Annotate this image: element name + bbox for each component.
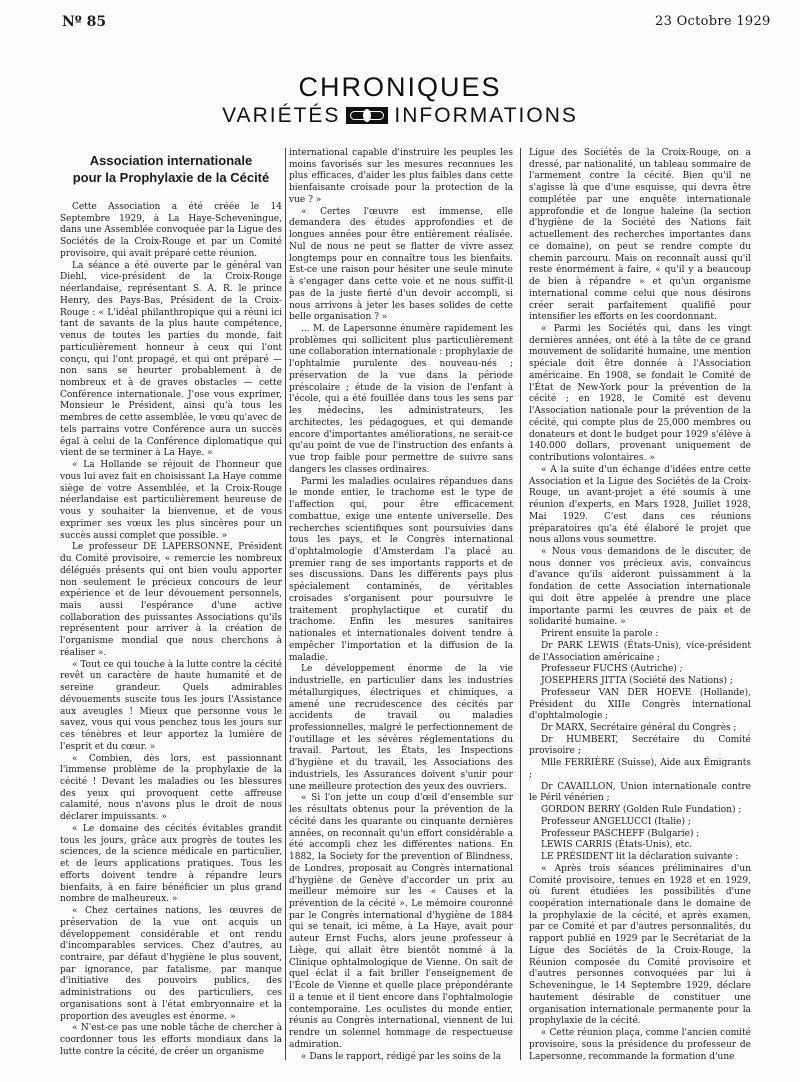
speaker-list bbox=[529, 641, 751, 852]
speaker-item: Professeur FUCHS (Autriche) ; bbox=[541, 664, 683, 675]
column-divider bbox=[285, 148, 286, 1060]
speaker-item: Dr HUMBERT, Secrétaire du Comité provisoire ; bbox=[529, 734, 751, 757]
paragraph: Le professeur DE LAPERSONNE, Président du Comité provisoire, « remercie les nombreux délégués présents qui ont bien voulu apporter non seulement le précieux concours de leur expérience et de leur dévouement personnels, mais aussi l'espérance d'une active collaboration des puissantes Associations qu'ils représentent pour arriver à la création de l'organisme mondial que nous cherchons à réaliser ». bbox=[60, 542, 282, 658]
article-title-line: pour la Prophylaxie de la Cécité bbox=[72, 170, 270, 185]
paragraph: Cette Association a été créée le 14 Septembre 1929, à La Haye-Scheveningue, dans une Assemblée convoquée par la Ligue des Sociétés de la Croix-Rouge et par un Comité provisoire, qui avait préparé cette réunion. bbox=[60, 202, 282, 259]
speaker-item: Mlle FERRIÈRE (Suisse), Aide aux Émigrants ; bbox=[529, 758, 751, 780]
speaker-item: Professeur VAN DER HOEVE (Hollande), Président du XIIIe Congrès international d'ophtalmologie ; bbox=[529, 687, 751, 722]
paragraph: « Combien, dès lors, est passionnant l'immense problème de la prophylaxie de la cécité ! Devant les maladies ou les blessures des yeux qui provoquent cette affreuse calamité, nous n'avons plus le droit de nous déclarer impuissants. » bbox=[60, 753, 282, 823]
paragraph: « La Hollande se réjouit de l'honneur que vous lui avez fait en choisissant La Haye comme siège de votre Assemblée, et la Croix-Rouge néerlandaise est particulièrement heureuse de vous y souhaiter la bienvenue, et de vous exprimer ses vœux les plus sincères pour un succès aussi complet que possible. » bbox=[60, 460, 282, 541]
speaker-item: Dr CAVAILLON, Union internationale contre le Péril vénérien ; bbox=[529, 781, 751, 804]
paragraph: « Parmi les Sociétés qui, dans les vingt dernières années, ont été à la tête de ce grand mouvement de solidarité humaine, une mention spéciale doit être donnée à l'Association américaine. En 1908, se fondait le Comité de l'État de New-York pour la prévention de la cécité ; en 1928, le Comité est devenu l'Association nationale pour la prévention de la cécité, qui compte plus de 25,000 membres ou donateurs et dont le budget pour 1929 s'élève à 140.000 dollars, provenant uniquement de contributions volontaires. » bbox=[529, 324, 751, 464]
ornament-icon bbox=[346, 107, 388, 124]
paragraph: LE PRÉSIDENT lit la déclaration suivante : bbox=[541, 852, 739, 863]
paragraph: international capable d'instruire les peuples les moins favorisés sur les mesures reconnues les plus efficaces, d'aider les plus faibles dans cette bienfaisante croisade pour la protection de la vue ? » bbox=[289, 148, 513, 205]
speaker-item: Professeur PASCHEFF (Bulgarie) ; bbox=[541, 828, 700, 839]
paragraph: La séance a été ouverte par le général van Diehl, vice-président de la Croix-Rouge néerlandaise, représentant S. A. R. le prince Henry, des Pays-Bas, Président de la Croix-Rouge : « L'idéal philanthropique qui a réuni ici tant de savants de la plus haute compétence, venus de toutes les parties du monde, fait particulièrement honneur à ceux qui l'ont conçu, qui l'ont propagé, et qui ont préparé — non sans se heurter probablement à de nombreux et à de graves obstacles — cette Conférence internationale. J'ose vous exprimer, Monsieur le Président, ainsi qu'à tous les membres de cette assemblée, le vœu qu'avec de tels parrains votre Conférence aura un succès égal à celui de la Conférence diplomatique qui vient de se terminer à La Haye. » bbox=[60, 260, 282, 459]
paragraph: Prirent ensuite la parole : bbox=[541, 629, 659, 640]
issue-date: 23 Octobre 1929 bbox=[655, 14, 771, 29]
article-title bbox=[60, 152, 282, 186]
paragraph: « Le domaine des cécités évitables grandit tous les jours, grâce aux progrès de toutes les sciences, de la science médicale en particulier, et de leurs applications pratiques. Tous les efforts doivent tendre à répandre leurs bienfaits, à en faire bénéficier un plus grand nombre de malheureux. » bbox=[60, 823, 282, 905]
paragraph: Le développement énorme de la vie industrielle, en particulier dans les industries métallurgiques, électriques et chimiques, a amené une recrudescence des cécités par accidents de travail ou maladies professionnelles, malgré le perfectionnement de l'outillage et les sévères réglementations du travail. Partout, les États, les Inspections d'hygiène et du travail, les Associations des industriels, les Assurances doivent s'unir pour une meilleure protection des yeux des ouvriers. bbox=[289, 664, 513, 792]
paragraph: « Après trois séances préliminaires d'un Comité provisoire, tenues en 1928 et en 1929, où furent étudiées les possibilités d'une coopération internationale dans le domaine de la prophylaxie de la cécité, et après examen, par ce Comité et par d'autres personnalités, du rapport publié en 1929 par le Secrétariat de la Ligue des Sociétés de la Croix-Rouge, la Réunion composée du Comité provisoire et d'autres personnes convoquées par lui à Scheveningue, le 14 Septembre 1929, déclare hautement désirable de constituer une organisation internationale permanente pour la prophylaxie de la cécité. bbox=[529, 863, 751, 1027]
speaker-item: GORDON BERRY (Golden Rule Fundation) ; bbox=[541, 805, 742, 816]
paragraph: « Si l'on jette un coup d'œil d'ensemble sur les résultats obtenus pour la prévention de la cécité dans les quarante ou cinquante dernières années, on reconnaît qu'un effort considérable a été accompli chez les différentes nations. En 1882, la Society for the prevention of Blindness, de Londres, proposait au Congrès international d'hygiène de Genève d'accorder un prix au meilleur mémoire sur les « Causes et la prévention de la cécité ». Le mémoire couronné par le Congrès international d'hygiène de 1884 qui se tenait, ici même, à La Haye, avait pour auteur Ernst Fuchs, alors jeune professeur à Liège, qui allait être bientôt nommé à la Clinique ophtalmologique de Vienne. On sait de quel éclat il a fait briller l'enseignement de l'École de Vienne et quelle place prépondérante il a tenue et il tient encore dans l'ophtalmologie contemporaine. Les oculistes du monde entier, réunis au Congrès international, viennent de lui rendre un solennel hommage de respectueuse admiration. bbox=[289, 793, 513, 1050]
section-title: CHRONIQUES bbox=[298, 72, 502, 102]
subtitle-informations: INFORMATIONS bbox=[394, 104, 578, 127]
paragraph: « Tout ce qui touche à la lutte contre la cécité revêt un caractère de haute humanité et de sereine grandeur. Quels admirables dévouements suscite tous les jours l'Assistance aux aveugles ! Mieux que personne vous le savez, vous qui vous penchez tous les jours sur ces ténèbres et leur apportez la lumière de l'esprit et du cœur. » bbox=[60, 659, 282, 752]
article-title-line: Association internationale bbox=[89, 153, 253, 168]
paragraph: « Dans le rapport, rédigé par les soins de la bbox=[301, 1051, 502, 1062]
issue-number: Nº 85 bbox=[62, 14, 107, 30]
subtitle-varietes: VARIÉTÉS bbox=[222, 104, 341, 127]
paragraph: « Nous vous demandons de le discuter, de nous donner vos précieux avis, convaincus d'avance qu'ils aideront puissamment à la fondation de cette Association internationale qui doit être appelée à prendre une place importante parmi les œuvres de paix et de solidarité humaine. » bbox=[529, 546, 751, 628]
column-divider bbox=[520, 148, 521, 1060]
paragraph: Ligue des Sociétés de la Croix-Rouge, on a dressé, par nationalité, un tableau sommaire de l'armement contre la cécité. Bien qu'il ne s'agisse là que d'une esquisse, qui devra être complétée par une enquête internationale approfondie et de longue haleine (la section d'hygiène de la Société des Nations fait actuellement des recherches importantes dans ce domaine), on peut se rendre compte du chemin parcouru. Mais on reconnaît aussi qu'il reste énormément à faire, « qu'il y a beaucoup de bien à répandre » et qu'un organisme international comme celui que nous désirons créer serait parfaitement qualifié pour intensifier les efforts en les coordonnant. bbox=[529, 148, 751, 323]
paragraph: Parmi les maladies oculaires répandues dans le monde entier, le trachome est le type de l'affection qui, pour être efficacement combattue, exige une entente universelle. Des recherches scientifiques sont poursuivies dans tous les pays, et le Congrès international d'ophtalmologie d'Amsterdam l'a placé au premier rang de ses importants rapports et de ses discussions. Dans les différents pays plus spécialement contaminés, de véritables croisades s'organisent pour poursuivre le traitement prophylactique et curatif du trachome. Enfin les mesures sanitaires nationales et internationales doivent tendre à empêcher l'importation et la diffusion de la maladie. bbox=[289, 476, 513, 663]
speaker-item: Dr PARK LEWIS (États-Unis), vice-président de l'Association américaine ; bbox=[529, 640, 751, 663]
paragraph: ... M. de Lapersonne énumère rapidement les problèmes qui sollicitent plus particulièrement une collaboration internationale : prophylaxie de l'ophtalmie purulente des nouveau-nés ; préservation de la vue dans la période préscolaire ; étude de la vision de l'enfant à l'école, qui a été fouillée dans tous les sens par les médecins, les administrateurs, les architectes, les pédagogues, et qui demande encore d'importantes améliorations, ne serait-ce qu'au point de vue de l'instruction des enfants à vue trop faible pour permettre de suivre sans dangers les classes ordinaires. bbox=[289, 324, 513, 475]
speaker-item: Dr MARX, Secrétaire général du Congrès ; bbox=[541, 722, 737, 733]
paragraph: « A la suite d'un échange d'idées entre cette Association et la Ligue des Sociétés de la Croix-Rouge, un avant-projet a été soumis à une réunion d'experts, en Mars 1928, Juillet 1928, Mai 1929. C'est dans ces réunions préparatoires qu'a été élaboré le projet que nous allons vous soumettre. bbox=[529, 464, 751, 546]
paragraph: « Chez certaines nations, les œuvres de préservation de la vue ont acquis un développement considérable et ont rendu d'incomparables services. Chez d'autres, au contraire, par défaut d'hygiène le plus souvent, par ignorance, par fatalisme, par manque d'initiative des pouvoirs publics, des administrations ou des particuliers, ces organisations sont à l'état embryonnaire et la proportion des aveugles est énorme. » bbox=[60, 906, 282, 1022]
speaker-item: JOSEPHERS JITTA (Société des Nations) ; bbox=[541, 676, 733, 687]
paragraph: « N'est-ce pas une noble tâche de chercher à coordonner tous les efforts mondiaux dans la lutte contre la cécité, de créer un organisme bbox=[60, 1023, 282, 1057]
column-2 bbox=[289, 148, 513, 1063]
section-subtitle bbox=[0, 104, 800, 128]
speaker-item: Professeur ANGELUCCI (Italie) ; bbox=[541, 816, 691, 827]
speaker-item: LEWIS CARRIS (États-Unis), etc. bbox=[541, 840, 693, 851]
paragraph: « Certes l'œuvre est immense, elle demandera des études approfondies et de longues années pour être entièrement réalisée. Nul de nous ne peut se flatter de vivre assez longtemps pour en connaître tous les bienfaits. Est-ce une raison pour hésiter une seule minute à s'engager dans cette voie et ne nous suffit-il pas de la juste fierté d'un devoir accompli, si nous arrivons à jeter les bases solides de cette belle organisation ? » bbox=[289, 206, 513, 323]
column-1 bbox=[60, 152, 282, 1059]
paragraph: « Cette réunion plaça, comme l'ancien comité provisoire, sous la présidence du professeur de Lapersonne, recommande la formation d'une bbox=[529, 1028, 751, 1062]
column-3 bbox=[529, 148, 751, 1063]
